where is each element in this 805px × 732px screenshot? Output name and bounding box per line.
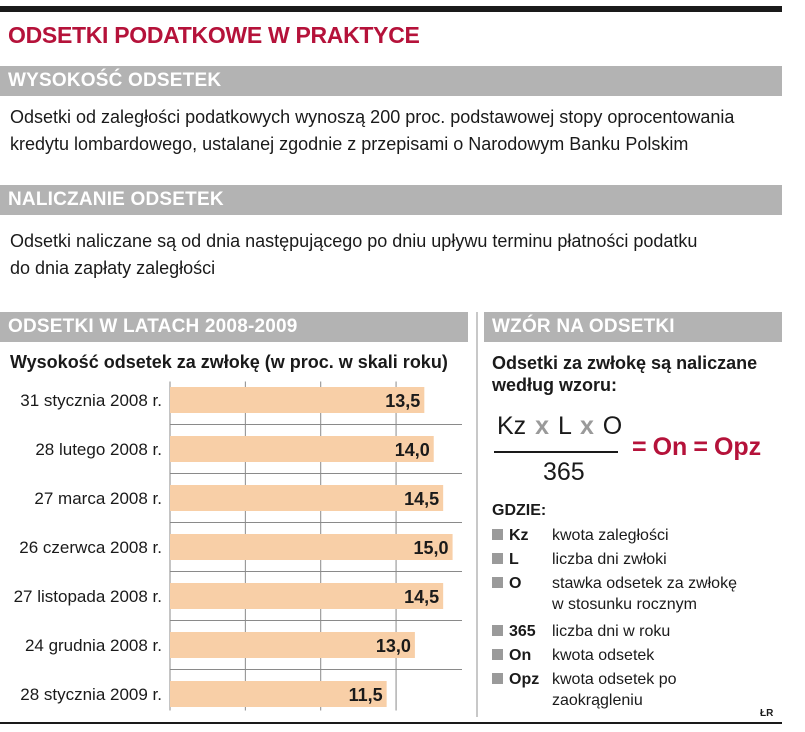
legend-symbol: Opz — [509, 671, 540, 688]
bar — [170, 485, 443, 511]
where-label: GDZIE: — [492, 502, 547, 519]
result-opz: Opz — [713, 433, 762, 461]
legend-definition: liczba dni w roku — [552, 623, 671, 640]
legend-symbol: On — [509, 647, 532, 664]
value-label: 11,5 — [348, 685, 383, 705]
section-header-years: ODSETKI W LATACH 2008-2009 — [0, 312, 468, 342]
legend-item — [492, 573, 752, 615]
legend-definition: stawka odsetek za zwłokę w stosunku rocznym — [552, 575, 737, 613]
accrual-line-2: do dnia zapłaty zaległości — [10, 258, 216, 278]
legend-item — [492, 645, 772, 666]
legend-definition: kwota odsetek po zaokrągleniu — [552, 671, 677, 709]
category-label: 28 lutego 2008 r. — [35, 440, 162, 459]
legend-item — [492, 525, 772, 546]
author-initials: ŁR — [760, 708, 774, 719]
legend-symbol: L — [509, 551, 519, 568]
height-paragraph — [10, 104, 734, 158]
legend-symbol: 365 — [509, 623, 536, 640]
legend-definition: liczba dni zwłoki — [552, 551, 667, 568]
value-label: 14,5 — [404, 587, 440, 607]
top-rule — [0, 6, 782, 12]
section-header-accrual: NALICZANIE ODSETEK — [0, 185, 782, 215]
section-header-formula: WZÓR NA ODSETKI — [484, 312, 782, 342]
category-label: 28 stycznia 2009 r. — [20, 685, 162, 704]
legend-item — [492, 669, 692, 711]
bar — [170, 583, 443, 609]
category-label: 27 marca 2008 r. — [34, 489, 162, 508]
category-label: 31 stycznia 2008 r. — [20, 391, 162, 410]
value-label: 14,0 — [394, 440, 430, 460]
section-header-height: WYSOKOŚĆ ODSETEK — [0, 66, 782, 96]
bullet-square-icon — [492, 649, 503, 660]
formula-intro: Odsetki za zwłokę są naliczane według wzoru: — [492, 353, 758, 395]
category-label: 26 czerwca 2008 r. — [19, 538, 162, 557]
chart-title: Wysokość odsetek za zwłokę (w proc. w skali roku) — [10, 352, 448, 372]
bottom-rule — [0, 722, 782, 724]
legend-symbol: Kz — [509, 527, 529, 544]
numerator-o: O — [602, 412, 623, 440]
height-line-1: Odsetki od zaległości podatkowych wynoszą 200 proc. podstawowej stopy oprocentowania — [10, 107, 735, 127]
page-title: ODSETKI PODATKOWE W PRAKTYCE — [8, 22, 420, 48]
legend-symbol: O — [509, 575, 522, 592]
bullet-square-icon — [492, 577, 503, 588]
formula-denominator: 365 — [543, 458, 585, 486]
category-label: 24 grudnia 2008 r. — [24, 636, 162, 655]
bullet-square-icon — [492, 553, 503, 564]
equals-sign: = — [693, 433, 708, 461]
accrual-paragraph — [10, 228, 697, 282]
accrual-line-1: Odsetki naliczane są od dnia następującego po dniu upływu terminu płatności podatku — [10, 231, 698, 251]
category-label: 27 listopada 2008 r. — [13, 587, 162, 606]
value-label: 13,5 — [385, 391, 421, 411]
column-divider — [476, 312, 478, 717]
legend-definition: kwota odsetek — [552, 647, 655, 664]
value-label: 13,0 — [375, 636, 411, 656]
formula-result — [626, 433, 761, 462]
legend-item — [492, 621, 772, 642]
interest-rate-bar-chart — [0, 380, 470, 715]
multiply-sign: x — [535, 412, 550, 440]
result-on: On — [652, 433, 688, 461]
equals-sign: = — [632, 433, 647, 461]
height-line-2: kredytu lombardowego, ustalanej zgodnie z przepisami o Narodowym Banku Polskim — [10, 134, 689, 154]
numerator-kz: Kz — [497, 412, 527, 440]
fraction-line — [494, 451, 618, 453]
value-label: 15,0 — [413, 538, 449, 558]
legend-definition: kwota zaległości — [552, 527, 669, 544]
numerator-l: L — [558, 412, 571, 440]
bar — [170, 534, 453, 560]
formula-numerator — [497, 412, 622, 441]
bullet-square-icon — [492, 529, 503, 540]
legend-item — [492, 549, 772, 570]
bullet-square-icon — [492, 673, 503, 684]
multiply-sign: x — [579, 412, 594, 440]
value-label: 14,5 — [404, 489, 440, 509]
bullet-square-icon — [492, 625, 503, 636]
